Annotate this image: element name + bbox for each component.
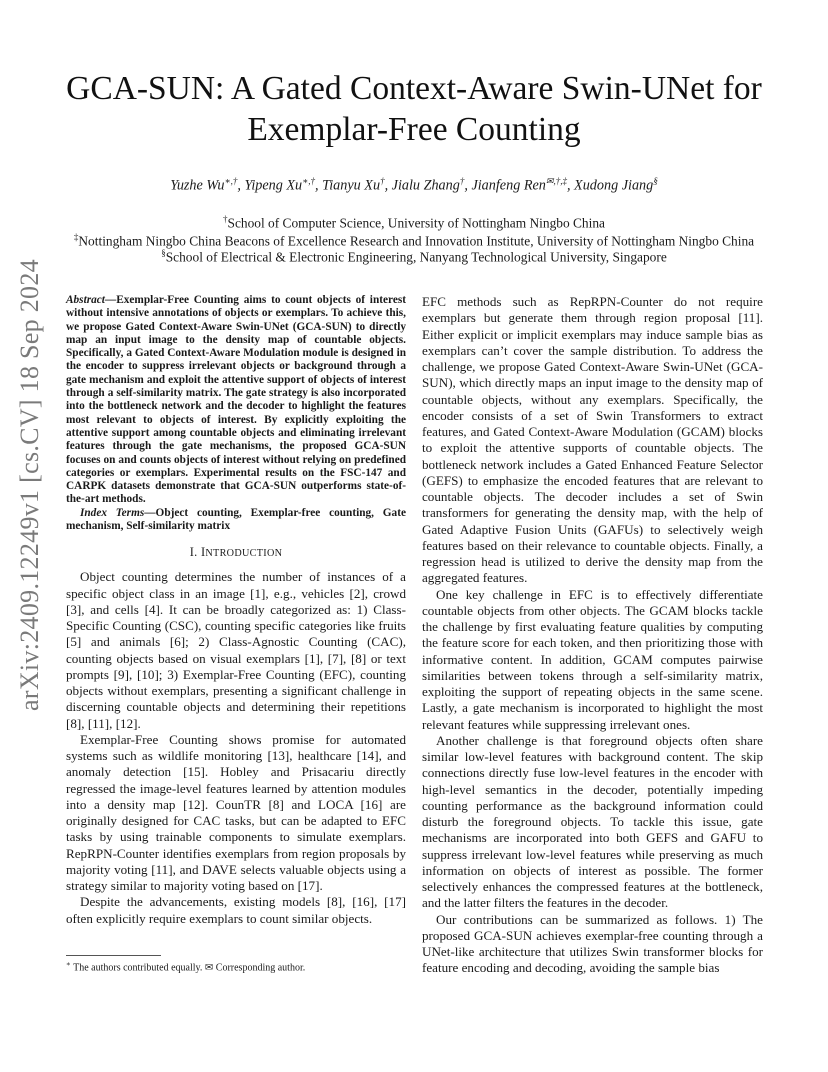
author-marks: ∗,† [224, 176, 238, 186]
index-terms-label: Index Terms [80, 506, 145, 519]
footnote-rule [66, 955, 161, 956]
affiliation-text: Nottingham Ningbo China Beacons of Excellence Research and Innovation Institute, University of Nottingham Ningbo China [78, 233, 755, 249]
author-marks: § [653, 176, 658, 186]
index-terms-text: —Object counting, Exemplar-free counting, Gate mechanism, Self-similarity matrix [66, 506, 406, 533]
paragraph: EFC methods such as RepRPN-Counter do not require exemplars but generate them through region proposal [11]. Either explicit or implicit exemplars may induce sample bias as exemplars can’t cover the sample distribution. To address the challenge, we propose Gated Context-Aware Swin-UNet (GCA-SUN), which directly maps an input image to the density map of countable objects, without any exemplars. Specifically, the encoder consists of a set of Swin Transformers to extract features, and Gated Context-Aware Modulation (GCAM) blocks to exploit the attentive supports of countable objects. The bottleneck network includes a Gated Enhanced Feature Selector (GEFS) to emphasize the encoded features that are relevant to countable objects. The decoder includes a set of Swin transformers for generating the density map, with the help of Gated Adaptive Fusion Units (GAFUs) to selectively weigh features based on their relevance to countable objects. Finally, a regression head is utilized to derive the density map from the aggregated features. [422, 294, 763, 586]
footnote-text: The authors contributed equally. ✉ Corresponding author. [73, 962, 306, 974]
author-marks: ∗,† [302, 176, 316, 186]
author-name: Xudong Jiang [574, 177, 654, 194]
section-heading [66, 545, 406, 560]
paragraph: One key challenge in EFC is to effectively differentiate countable objects from other objects. The GCAM blocks tackle the challenge by first evaluating feature qualities by computing the feature score for each token, and then prioritizing those with informative content. In addition, GCAM computes pairwise similarities between tokens through a self-similarity matrix, exploiting the support of repeating objects in the same scene. Lastly, a gate mechanism is incorporated to highlight the most relevant features while suppressing irrelevant ones. [422, 586, 763, 732]
author-marks: ✉,†,‡ [545, 176, 567, 186]
paper-title [0, 68, 828, 150]
affiliation [0, 214, 828, 231]
affiliation-mark: § [161, 248, 166, 258]
paragraph: Despite the advancements, existing models [8], [16], [17] often explicitly require exemplars to count similar objects. [66, 894, 406, 926]
left-column [66, 294, 406, 927]
arxiv-watermark [14, 259, 46, 711]
author-marks: † [380, 176, 385, 186]
title-line-1: GCA-SUN: A Gated Context-Aware Swin-UNet for [66, 70, 762, 107]
author-name: Yipeng Xu [244, 177, 303, 194]
affiliation-mark: ‡ [73, 232, 79, 242]
author-name: Yuzhe Wu [170, 177, 225, 194]
right-column [422, 294, 763, 977]
affiliation [0, 232, 828, 249]
affiliation-mark: † [223, 214, 228, 224]
affiliation-text: School of Computer Science, University of Nottingham Ningbo China [227, 215, 605, 231]
footnote [66, 960, 406, 973]
section-number: I. [189, 545, 198, 560]
abstract-text: —Exemplar-Free Counting aims to count objects of interest without intensive annotations of objects or exemplars. To achieve this, we propose Gated Context-Aware Swin-UNet (GCA-SUN) to directly map an input image to the density map of countable objects. Specifically, a Gated Context-Aware Modulation module is designed in the encoder to suppress irrelevant objects or background through a gate mechanism and exploit the attentive support of objects of interest through a self-similarity matrix. The gate strategy is also incorporated into the bottleneck network and the decoder to highlight the features most relevant to objects of interest. By explicitly exploiting the attentive support among countable objects and eliminating irrelevant features through the gate mechanisms, the proposed GCA-SUN focuses on and counts objects of interest without relying on predefined categories or exemplars. Experimental results on the FSC-147 and CARPK datasets demonstrate that GCA-SUN outperforms state-of-the-art methods. [66, 294, 406, 506]
affiliation [0, 248, 828, 265]
paragraph: Another challenge is that foreground objects often share similar low-level features with background content. The skip connections directly fuse low-level features in the encoder with high-level semantics in the decoder, potentially impeding counting performance as the background information could disturb the foreground objects. To tackle this issue, gate mechanisms are incorporated into both GEFS and GAFU to suppress irrelevant low-level features while preserving as much information on objects of interest as possible. The former selectively enhances the compressed features at the bottleneck, and the latter filters the features in the decoder. [422, 732, 763, 911]
arxiv-id: arXiv:2409.12249v1 [cs.CV] 18 Sep 2024 [15, 259, 44, 711]
index-terms [66, 507, 406, 534]
paragraph: Exemplar-Free Counting shows promise for automated systems such as wildlife monitoring [13], healthcare [14], and anomaly detection [15]. Hobley and Prisacariu directly regressed the image-level features learned by attention modules into a density map [12]. CounTR [8] and LOCA [16] are originally designed for CAC tasks, but can be adapted to EFC tasks by using trainable components to simulate exemplars. RepRPN-Counter identifies exemplars from region proposals by majority voting [11], and DAVE selects valuable objects using a strategy similar to majority voting based on [17]. [66, 731, 406, 894]
abstract [66, 294, 406, 507]
author-name: Jialu Zhang [391, 177, 460, 194]
section-first-letter: I [200, 545, 206, 560]
footnote-mark: ∗ [66, 960, 71, 968]
author-name: Jianfeng Ren [471, 177, 546, 194]
affiliation-text: School of Electrical & Electronic Engineering, Nanyang Technological University, Singapore [165, 249, 667, 265]
author-name: Tianyu Xu [322, 177, 381, 194]
section-rest: NTRODUCTION [205, 548, 283, 560]
author-marks: † [459, 176, 465, 186]
abstract-label: Abstract [66, 294, 105, 306]
author-list: Yuzhe Wu∗,†, Yipeng Xu∗,†, Tianyu Xu†, Jialu Zhang†, Jianfeng Ren✉,†,‡, Xudong Jiang§ [170, 176, 658, 194]
paragraph: Our contributions can be summarized as follows. 1) The proposed GCA-SUN achieves exemplar-free counting through a UNet-like architecture that utilizes Swin transformer blocks for feature encoding and decoding, avoiding the sample bias [422, 911, 763, 976]
paragraph: Object counting determines the number of instances of a specific object class in an image [1], e.g., vehicles [2], crowd [3], and cells [4]. It can be broadly categorized as: 1) Class-Specific Counting (CSC), counting specific categories like fruits [5] and animals [6]; 2) Class-Agnostic Counting (CAC), counting objects based on visual exemplars [1], [7], [8] or text prompts [9], [10]; 3) Exemplar-Free Counting (EFC), counting objects without exemplars, presenting a significant challenge in discerning countable objects and determining their repetitions [8], [11], [12]. [66, 569, 406, 731]
title-line-2: Exemplar-Free Counting [247, 111, 581, 148]
